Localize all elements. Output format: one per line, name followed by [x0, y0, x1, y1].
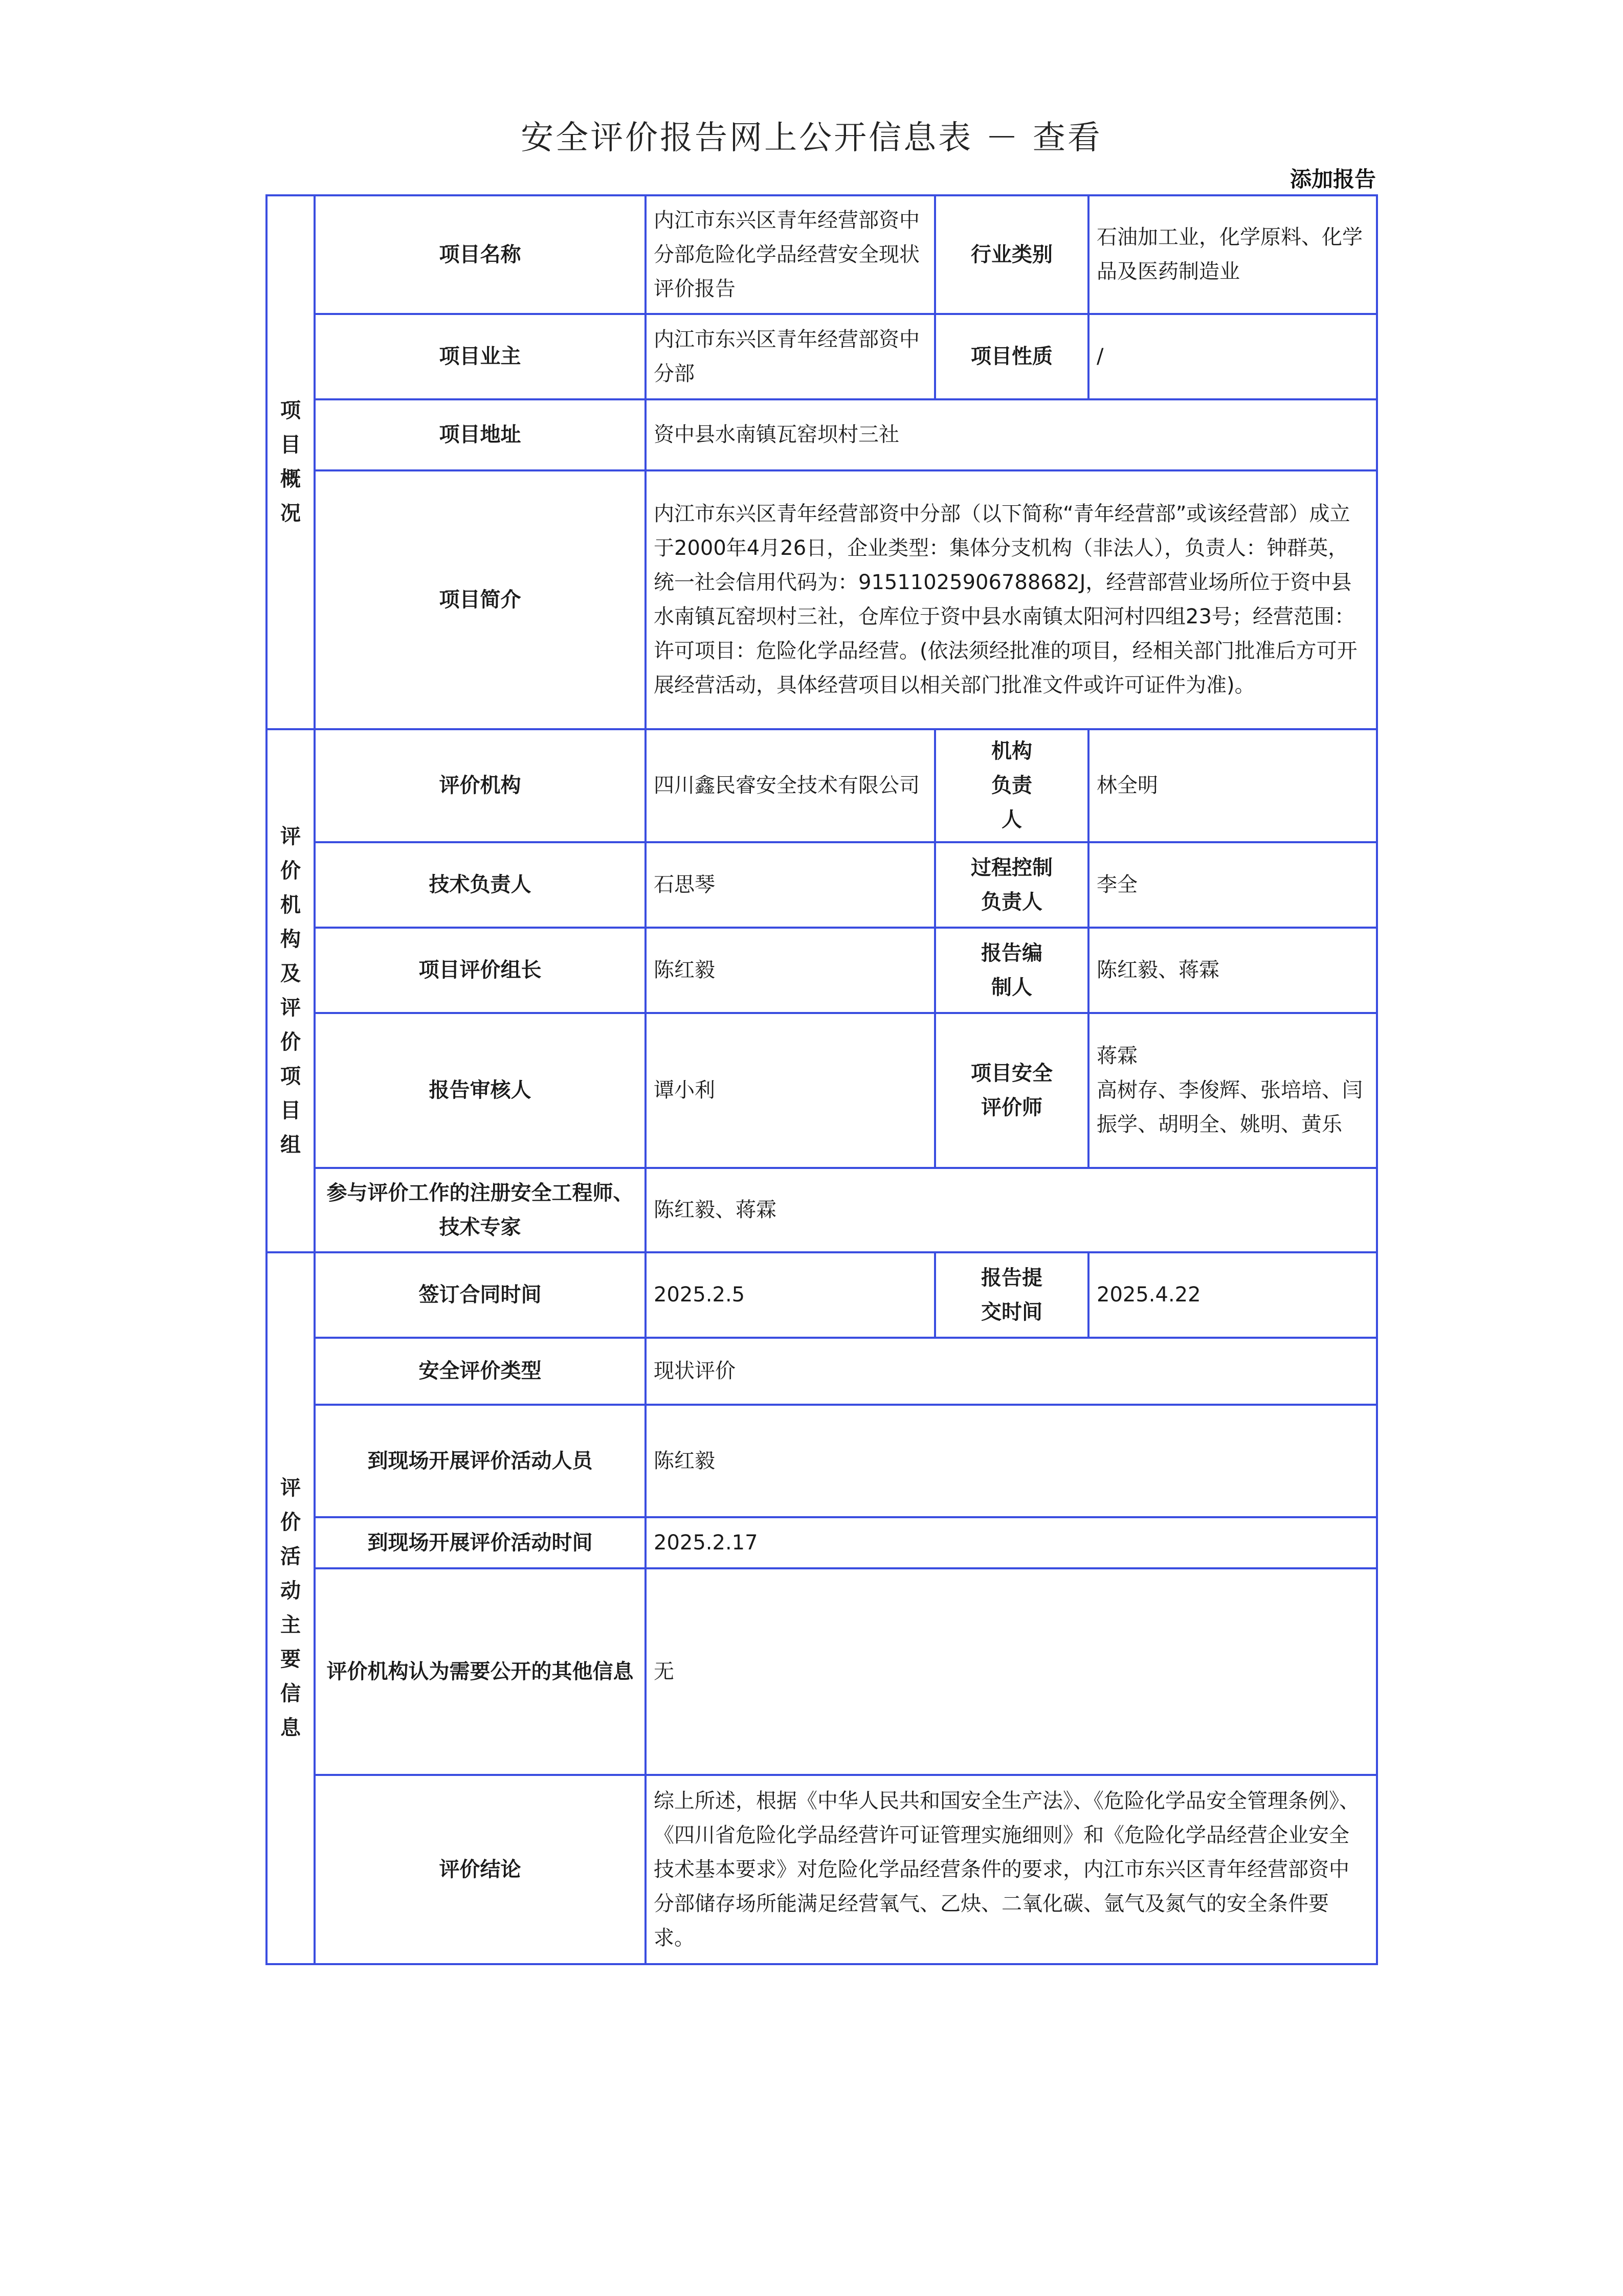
agency-label: 评价机构	[315, 729, 646, 842]
row-experts	[266, 1168, 1377, 1252]
tech-head-label: 技术负责人	[315, 842, 646, 928]
type-value: 现状评价	[646, 1338, 1377, 1405]
row-onsite-time	[266, 1517, 1377, 1568]
onsite-time-value: 2025.2.17	[646, 1517, 1377, 1568]
address-label: 项目地址	[315, 399, 646, 470]
type-label: 安全评价类型	[315, 1338, 646, 1405]
address-value: 资中县水南镇瓦窑坝村三社	[646, 399, 1377, 470]
row-agency	[266, 729, 1377, 842]
onsite-time-label: 到现场开展评价活动时间	[315, 1517, 646, 1568]
project-name-label: 项目名称	[315, 195, 646, 314]
submit-time-value: 2025.4.22	[1088, 1252, 1377, 1338]
row-conclusion	[266, 1775, 1377, 1964]
other-label: 评价机构认为需要公开的其他信息	[315, 1568, 646, 1775]
team-leader-value: 陈红毅	[646, 928, 935, 1013]
agency-head-value: 林全明	[1088, 729, 1377, 842]
row-other	[266, 1568, 1377, 1775]
nature-value: /	[1088, 314, 1377, 399]
reviewer-value: 谭小利	[646, 1013, 935, 1168]
owner-value: 内江市东兴区青年经营部资中分部	[646, 314, 935, 399]
row-project-name	[266, 195, 1377, 314]
tech-head-value: 石思琴	[646, 842, 935, 928]
row-intro	[266, 470, 1377, 729]
experts-label: 参与评价工作的注册安全工程师、技术专家	[315, 1168, 646, 1252]
process-head-label: 过程控制负责人	[935, 842, 1088, 928]
add-report-link[interactable]: 添加报告	[1289, 167, 1376, 192]
info-table	[265, 194, 1378, 1965]
reviewer-label: 报告审核人	[315, 1013, 646, 1168]
contract-time-value: 2025.2.5	[646, 1252, 935, 1338]
nature-label: 项目性质	[935, 314, 1088, 399]
project-name-value: 内江市东兴区青年经营部资中分部危险化学品经营安全现状评价报告	[646, 195, 935, 314]
onsite-people-label: 到现场开展评价活动人员	[315, 1405, 646, 1517]
row-address	[266, 399, 1377, 470]
agency-value: 四川鑫民睿安全技术有限公司	[646, 729, 935, 842]
row-tech-head	[266, 842, 1377, 928]
conclusion-value: 综上所述，根据《中华人民共和国安全生产法》、《危险化学品安全管理条例》、《四川省危险化学品经营许可证管理实施细则》和《危险化学品经营企业安全技术基本要求》对危险化学品经营条件的要求，内江市东兴区青年经营部资中分部储存场所能满足经营氧气、乙炔、二氧化碳、氩气及氮气的安全条件要求。	[646, 1775, 1377, 1964]
intro-value: 内江市东兴区青年经营部资中分部（以下简称“青年经营部”或该经营部）成立于2000年4月26日，企业类型：集体分支机构（非法人），负责人：钟群英，统一社会信用代码为：91511025906788682J，经营部营业场所位于资中县水南镇瓦窑坝村三社，仓库位于资中县水南镇太阳河村四组23号；经营范围：许可项目：危险化学品经营。(依法须经批准的项目，经相关部门批准后方可开展经营活动，具体经营项目以相关部门批准文件或许可证件为准)。	[646, 470, 1377, 729]
assessors-label: 项目安全评价师	[935, 1013, 1088, 1168]
author-value: 陈红毅、蒋霖	[1088, 928, 1377, 1013]
industry-label: 行业类别	[935, 195, 1088, 314]
row-type	[266, 1338, 1377, 1405]
owner-label: 项目业主	[315, 314, 646, 399]
page-title: 安全评价报告网上公开信息表 － 查看	[521, 119, 1102, 157]
section-org: 评价机构及评价项目组	[266, 729, 315, 1252]
row-reviewer	[266, 1013, 1377, 1168]
section-overview: 项目概况	[266, 195, 315, 729]
author-label: 报告编制人	[935, 928, 1088, 1013]
experts-value: 陈红毅、蒋霖	[646, 1168, 1377, 1252]
section-activity: 评价活动主要信息	[266, 1252, 315, 1964]
industry-value: 石油加工业，化学原料、化学品及医药制造业	[1088, 195, 1377, 314]
submit-time-label: 报告提交时间	[935, 1252, 1088, 1338]
row-team-leader	[266, 928, 1377, 1013]
onsite-people-value: 陈红毅	[646, 1405, 1377, 1517]
other-value: 无	[646, 1568, 1377, 1775]
intro-label: 项目简介	[315, 470, 646, 729]
process-head-value: 李全	[1088, 842, 1377, 928]
assessors-value: 蒋霖 高树存、李俊辉、张培培、闫振学、胡明全、姚明、黄乐	[1088, 1013, 1377, 1168]
conclusion-label: 评价结论	[315, 1775, 646, 1964]
team-leader-label: 项目评价组长	[315, 928, 646, 1013]
row-owner	[266, 314, 1377, 399]
contract-time-label: 签订合同时间	[315, 1252, 646, 1338]
row-contract-time	[266, 1252, 1377, 1338]
row-onsite-people	[266, 1405, 1377, 1517]
agency-head-label: 机构负责人	[935, 729, 1088, 842]
